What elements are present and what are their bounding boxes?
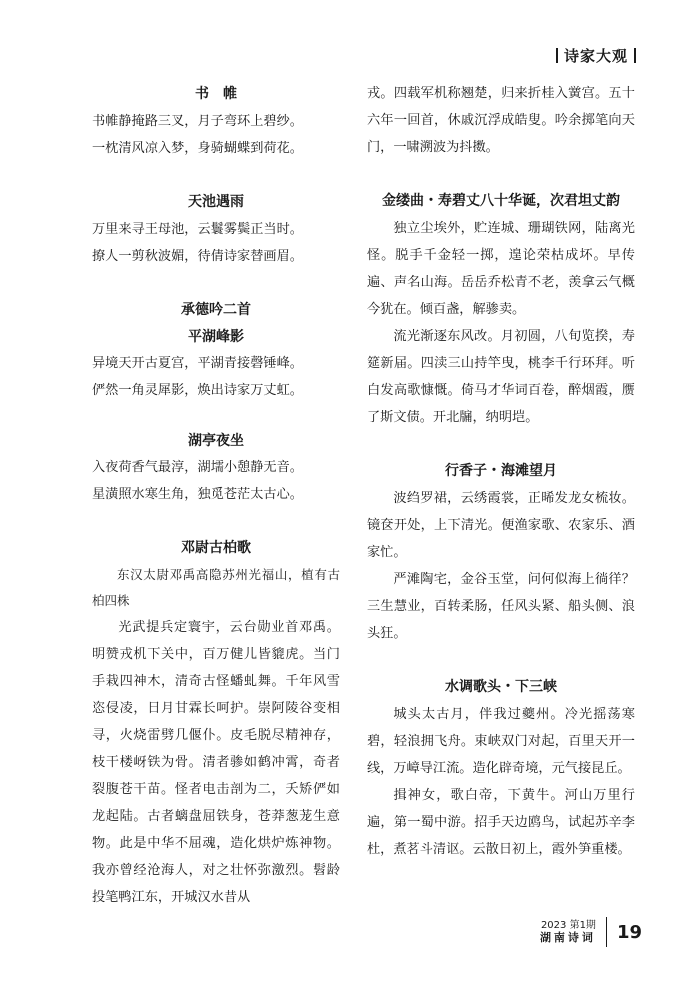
header-bar-right xyxy=(634,48,636,63)
poem-stanza: 流光渐逐东风改。月初圆，八旬览揆，寿筵新届。四渎三山持竿曳，桃李千行环拜。听白发高歌慷慨。倚马才华词百卷，醉烟霞，赝了斯文债。开北牖，纳明垲。 xyxy=(367,329,635,425)
poem-line: 书帷静掩路三叉，月子弯环上碧纱。 xyxy=(92,114,303,129)
section-header xyxy=(550,45,642,66)
poem-line: 入夜荷香气最淳，湖壖小憩静无音。 xyxy=(92,460,303,475)
poem-subtitle: 湖亭夜坐 xyxy=(188,433,244,449)
poem-line: 星潢照水寒生角，独觅苍茫太古心。 xyxy=(92,487,303,502)
poem-line: 万里来寻王母池，云鬟雾鬓正当时。 xyxy=(92,222,303,237)
page-number: 19 xyxy=(616,921,642,943)
poem-title: 承德吟二首 xyxy=(181,302,251,318)
left-column xyxy=(92,80,340,911)
poem-title: 邓尉古柏歌 xyxy=(181,540,251,556)
poem-stanza: 城头太古月，伴我过夔州。冷光摇荡寒碧，轻浪拥飞舟。束峡双门对起，百里天开一线，万嶂导江流。造化辟奇境，元气接昆丘。 xyxy=(367,707,635,776)
poem-body: 光武提兵定寰宇，云台勋业首邓禹。明赞戎机下关中，百万健儿皆貔虎。当门手栽四神木，清奇古怪蟠虬舞。千年风雪恣侵凌，日月甘霖长呵护。崇阿陵谷变相寻，火烧雷劈几偃仆。皮毛脱尽精神存，枝干楼岈铁为骨。清者骖如鹤冲霄，奇者裂腹苍干苗。怪者电击剖为二，夭矫俨如龙起陆。古者螭盘屈铁身，苍莽葱茏生意物。此是中华不屈魂，造化烘炉炼神物。我亦曾经沧海人，对之壮怀弥激烈。髫龄投笔鸭江东，开城汉水昔从 xyxy=(92,620,340,905)
poem-preface: 东汉太尉邓禹高隐苏州光福山，植有古柏四株 xyxy=(92,567,340,608)
magazine-name: 湖南诗词 xyxy=(539,931,596,944)
poem-title: 天池遇雨 xyxy=(188,194,244,210)
poem-title: 金缕曲・寿碧丈八十华诞，次君坦丈韵 xyxy=(382,193,620,209)
poem-title: 行香子・海滩望月 xyxy=(445,463,557,479)
poem-line: 异境天开古夏宫，平湖青接磬锤峰。 xyxy=(92,356,303,371)
poem-stanza: 揖神女，歌白帝，下黄牛。河山万里行遍，第一蜀中游。招手天边鸥鸟，试起苏辛李杜，煮茗斗清讴。云散日初上，霞外笋重楼。 xyxy=(367,788,635,857)
footer-meta xyxy=(540,920,596,944)
poem-line: 一枕清风凉入梦，身骑蝴蝶到荷花。 xyxy=(92,141,303,156)
page-footer xyxy=(540,917,642,947)
poem-body-continued: 戎。四载军机称翘楚，归来折桂入黉宫。五十六年一回首，休戚沉浮成皓叟。吟余掷笔向天门，一啸溯波为抖擞。 xyxy=(367,86,635,155)
right-column xyxy=(367,80,635,863)
poem-stanza: 波绉罗裙，云绣霞裳，正晞发龙女梳妆。镜奁开处，上下清光。便渔家歌、农家乐、酒家忙。 xyxy=(367,491,635,560)
poem-title: 书 帷 xyxy=(195,86,237,102)
issue-label: 2023 第1期 xyxy=(540,920,596,931)
poem-subtitle: 平湖峰影 xyxy=(188,329,244,345)
footer-divider xyxy=(606,917,607,947)
header-bar-left xyxy=(556,48,558,63)
poem-stanza: 独立尘埃外，贮连城、珊瑚铁网，陆离光怪。脱手千金轻一掷，遑论荣枯成坏。早传遍、声名山海。岳岳乔松青不老，羡拿云气概今犹在。倾百盏，解骖卖。 xyxy=(367,221,635,317)
poem-title: 水调歌头・下三峡 xyxy=(445,679,557,695)
poem-line: 俨然一角灵犀影，焕出诗家万丈虹。 xyxy=(92,383,303,398)
section-title: 诗家大观 xyxy=(563,47,628,65)
poem-line: 撩人一剪秋波媚，待倩诗家替画眉。 xyxy=(92,249,303,264)
poem-stanza: 严滩陶宅，金谷玉堂，问何似海上徜徉？三生慧业，百转柔肠，任风头紧、船头侧、浪头狂。 xyxy=(367,572,635,641)
